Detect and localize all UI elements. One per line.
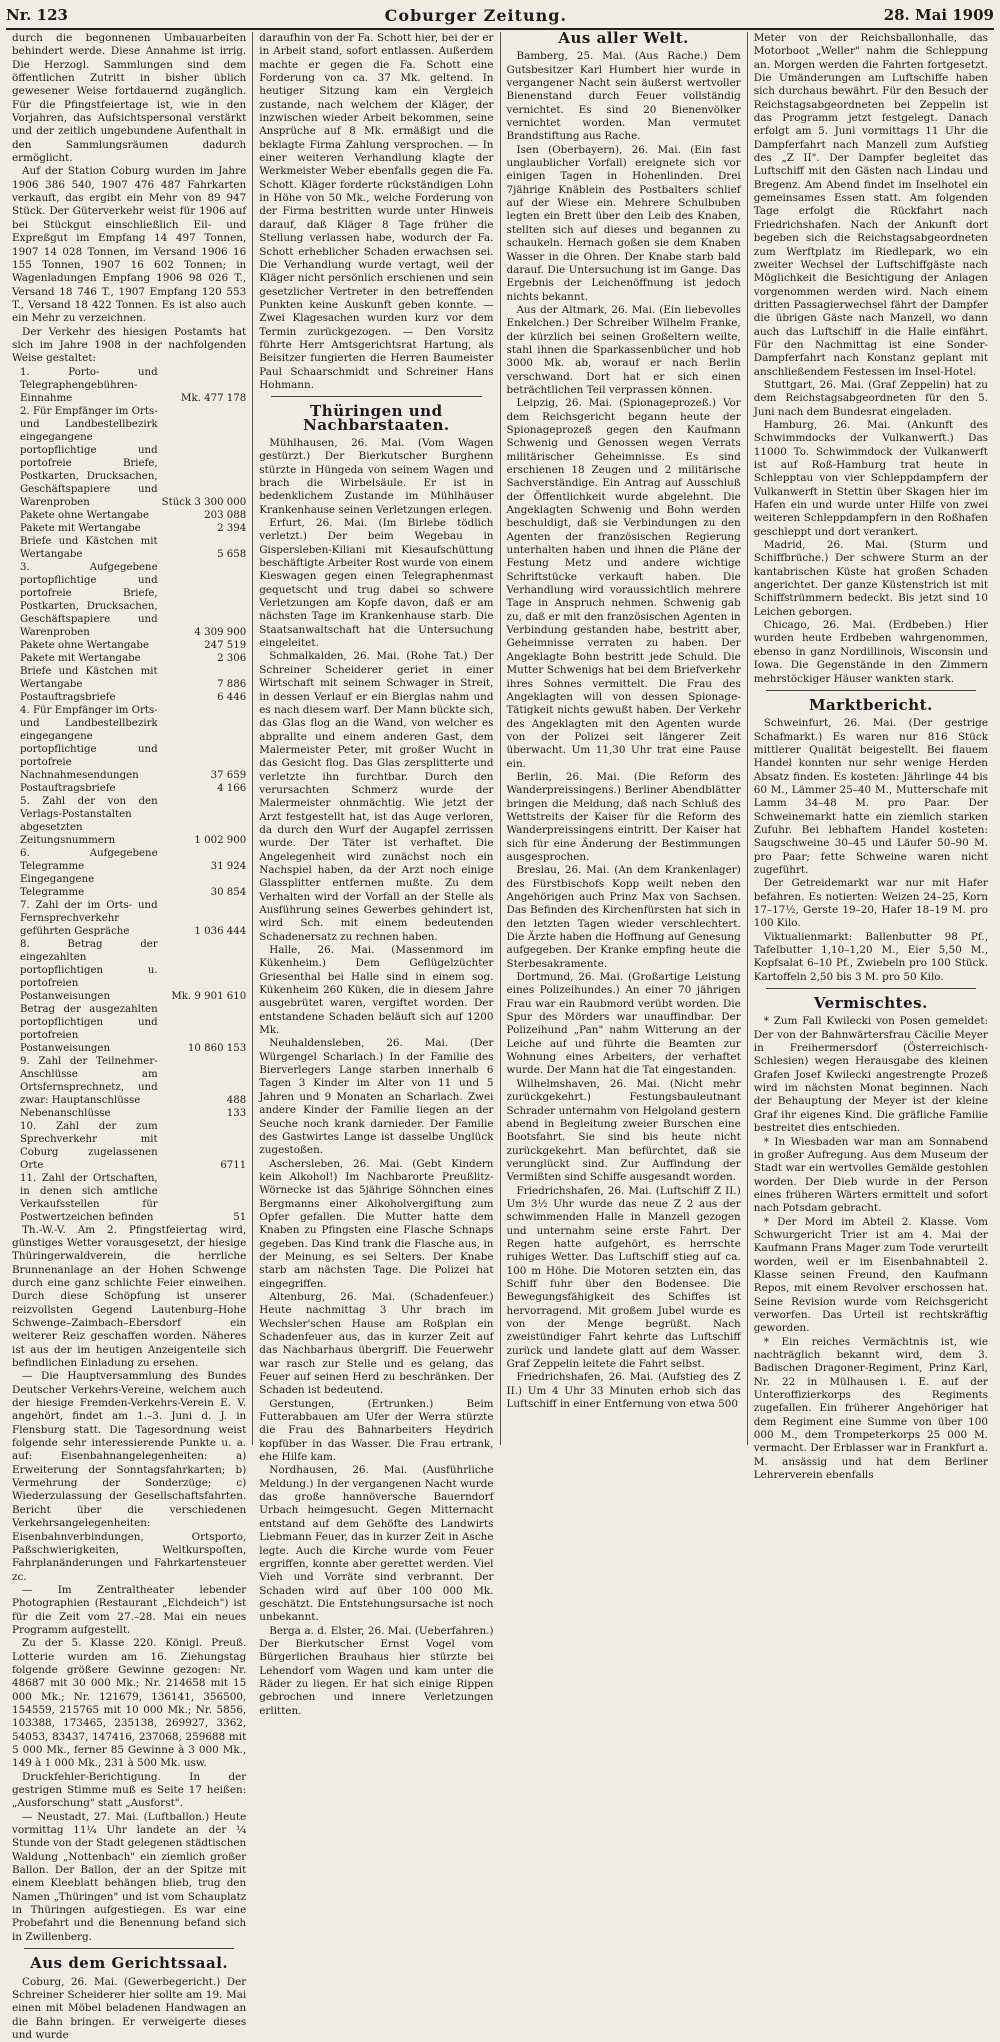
- newspaper-title: Coburger Zeitung.: [385, 6, 567, 25]
- stat-value: 51: [158, 1172, 247, 1224]
- table-row: [12, 873, 246, 899]
- section-heading-aus-aller-welt: Aus aller Welt.: [507, 32, 741, 45]
- section-divider: [271, 396, 481, 397]
- stat-label: Nebenanschlüsse: [12, 1107, 158, 1120]
- table-row: [12, 1055, 246, 1107]
- stat-value: 6 446: [158, 691, 247, 704]
- article-bamberg: Bamberg, 25. Mai. (Aus Rache.) Dem Gutsbesitzer Karl Humbert hier wurde in vergangener Nacht sein äußerst wertvoller Bienenstand durch Feuer vollständig vernichtet. Es sind 20 Bienenvölker vernichtet worden. Man vermutet Brandstiftung aus Rache.: [507, 50, 741, 143]
- table-row: [12, 691, 246, 704]
- stat-label: Pakete mit Wertangabe: [12, 522, 158, 535]
- article-wilhelmshaven: Wilhelmshaven, 26. Mai. (Nicht mehr zurückgekehrt.) Festungsbauleutnant Schrader unternahm von Helgoland gestern abend in Begleitung zweier Burschen eine Bootsfahrt. Sie sind bis heute nicht zurückgekehrt. Man befürchtet, daß sie verunglückt sind. Zur Auffindung der Vermißten sind Schiffe ausgesandt worden.: [507, 1078, 741, 1185]
- stat-label: Eingegangene Telegramme: [12, 873, 158, 899]
- stat-label: Pakete mit Wertangabe: [12, 652, 158, 665]
- stat-label: Briefe und Kästchen mit Wertangabe: [12, 665, 158, 691]
- article-hamburg: Hamburg, 26. Mai. (Ankunft des Schwimmdocks der Vulkanwerft.) Das 11000 To. Schwimmdock der Vulkanwerft ist auf Roß-Hamburg trat heute in Schlepptau von vier Schleppdampfern der Vulkanwerft in Stettin über Skagen hier im Hafen ein und wurde unter Hilfe von zwei weiteren Schleppdampfern in den Roßhafen geschleppt und dort verankert.: [754, 419, 988, 539]
- article-erfurt: Erfurt, 26. Mai. (Im Birlebe tödlich verletzt.) Der beim Wegebau in Gispersleben-Kiliani mit Kiesaufschüttung beschäftigte Arbeiter Rost wurde von einem Kieswagen gegen einen Telegraphenmast gequetscht und trug dabei so schwere Verletzungen am Kopfe davon, daß er am nächsten Tage im Krankenhause starb. Die Staatsanwaltschaft hat die Untersuchung eingeleitet.: [259, 517, 493, 650]
- column-2: [252, 32, 499, 1445]
- stat-value: Mk. 477 178: [158, 366, 247, 405]
- stat-value: 247 519: [158, 639, 247, 652]
- section-divider: [766, 690, 976, 691]
- article-altmark: Aus der Altmark, 26. Mai. (Ein liebevolles Enkelchen.) Der Schreiber Wilhelm Franke, der kürzlich bei seinen Großeltern weilte, stahl ihnen die Sparkassenbücher und hob 3000 Mk. ab, worauf er nach Berlin verschwand. Dort hat er sich einen beträchtlichen Teil verprassen können.: [507, 304, 741, 397]
- table-row: [12, 899, 246, 938]
- article-nordhausen: Nordhausen, 26. Mai. (Ausführliche Meldung.) In der vergangenen Nacht wurde das große hannöversche Bauerndorf Urbach heimgesucht. Gegen Mitternacht entstand auf dem Gehöfte des Landwirts Liebmann Feuer, das in kurzer Zeit in Asche legte. Auch die Kirche wurde vom Feuer ergriffen, konnte aber gerettet werden. Viel Vieh und Vorräte sind verbrannt. Der Schaden wird auf über 100 000 Mk. geschätzt. Die Entstehungsursache ist noch unbekannt.: [259, 1464, 493, 1624]
- stat-label: Pakete ohne Wertangabe: [12, 639, 158, 652]
- table-row: [12, 639, 246, 652]
- table-row: [12, 665, 246, 691]
- article-berlin: Berlin, 26. Mai. (Die Reform des Wanderpreissingens.) Berliner Abendblätter bringen die Meldung, daß nach Schluß des Wettstreits der Kaiser für die Reform des Wanderpreissingens eintritt. Der Kaiser hat sich für eine Änderung der Bestimmungen ausgesprochen.: [507, 771, 741, 864]
- article-verkehrsverein: — Die Hauptversammlung des Bundes Deutscher Verkehrs-Vereine, welchem auch der hiesige Fremden-Verkehrs-Verein E. V. angehört, findet am 1.–3. Juni d. J. in Flensburg statt. Die Tagesordnung weist folgende sehr interessierende Punkte u. a. auf: Eisenbahnangelegenheiten: a) Erweiterung der Sonntagsfahrkarten; b) Vermehrung der Sonderzüge; c) Wiederzulassung der Gesellschaftsfahrten. Bericht über die verschiedenen Verkehrsangelegenheiten: Eisenbahnverbindungen, Ortsporto, Paßschwierigkeiten, Weltkurspoſten, Fahrplanänderungen und Fahrkartensteuer zc.: [12, 1370, 246, 1584]
- section-heading-vermischtes: Vermischtes.: [754, 997, 988, 1010]
- article-stuttgart: Stuttgart, 26. Mai. (Graf Zeppelin) hat zu dem Reichstagsabgeordneten für den 5. Juni nach dem Bundesrat eingeladen.: [754, 379, 988, 419]
- article-text: daraufhin von der Fa. Schott hier, bei der er in Arbeit stand, sofort entlassen. Außerdem machte er gegen die Fa. Schott eine Forderung von ca. 37 Mk. geltend. In heutiger Sitzung kam ein Vergleich zustande, nach welchem der Kläger, der inzwischen wieder Arbeit bekommen, seine Ansprüche auf 8 Mk. ermäßigt und die beklagte Firma Zahlung versprochen. — In einer weiteren Verhandlung klagte der Werkmeister Weber ebenfalls gegen die Fa. Schott. Kläger forderte rückständigen Lohn in Höhe von 50 Mk., welche Forderung von der Firma bestritten wurde unter Hinweis darauf, daß Kläger 8 Tage früher die Stellung verlassen habe, wodurch der Fa. Schott erheblicher Schaden erwachsen sei. Die Verhandlung wurde vertagt, weil der Kläger nicht persönlich erschienen und sein gesetzlicher Vertreter in den betreffenden Punkten keine Auskunft geben konnte. — Zwei Klagesachen wurden kurz vor dem Termin zurückgezogen. — Den Vorsitz führte Herr Amtsgerichtsrat Hartung, als Beisitzer fungierten die Herren Baumeister Paul Schaarschmidt und Schreiner Hans Hohmann.: [259, 32, 493, 392]
- article-gerstungen: Gerstungen, (Ertrunken.) Beim Futterabbauen am Ufer der Werra stürzte die Frau des Bahnarbeiters Heydrich kopfüber in das Wasser. Die Frau ertrank, ehe Hilfe kam.: [259, 1398, 493, 1465]
- article-isen: Isen (Oberbayern), 26. Mai. (Ein fast unglaublicher Vorfall) ereignete sich vor einigen Tagen in Hohenlinden. Drei 7jährige Knäblein des Postbalters schlief auf der Wiese ein. Mehrere Schulbuben legten ein Brett über den Leib des Knaben, stellten sich auf dieses und begannen zu schaukeln. Hernach goßen sie dem Knaben Wasser in die Ohren. Der Knabe starb bald darauf. Die Untersuchung ist im Gange. Das Ergebnis der Leichenöffnung ist jedoch nichts bekannt.: [507, 144, 741, 304]
- stat-label: 9. Zahl der Teilnehmer-Anschlüsse am Ortsfernsprechnetz, und zwar: Hauptanschlüsse: [12, 1055, 158, 1107]
- stat-value: 10 860 153: [158, 1003, 247, 1055]
- article-zentraltheater: — Im Zentraltheater lebender Photographien (Restaurant „Eichdeich") ist für die Zeit vom 27.–28. Mai ein neues Programm aufgestellt.: [12, 1584, 246, 1637]
- stat-value: Mk. 9 901 610: [158, 938, 247, 1003]
- article-breslau: Breslau, 26. Mai. (An dem Krankenlager) des Fürstbischofs Kopp weilt neben den Angehörigen auch Prinz Max von Sachsen. Das Befinden des Kirchenfürsten hat sich in den letzten Tagen wieder verschlechtert. Die Ärzte haben die Hoffnung auf Genesung aufgegeben. Der Kranke empfing heute die Sterbesakramente.: [507, 864, 741, 971]
- stat-label: Postauftragsbriefe: [12, 782, 158, 795]
- stat-value: 31 924: [158, 847, 247, 873]
- stat-label: 2. Für Empfänger im Orts- und Landbestellbezirk eingegangene portopflichtige und portofreie Briefe, Postkarten, Drucksachen, Geschäftspapiere und Warenproben: [12, 405, 158, 509]
- masthead: [6, 2, 994, 30]
- article-text: Meter von der Reichsballonhalle, das Motorboot „Weller" nahm die Schleppung an. Morgen werden die Fahrten fortgesetzt. Die Umänderungen am Luftschiffe haben sich durchaus bewährt. Für den Besuch der Reichstagsabgeordneten bei Zeppelin ist das Programm jetzt festgelegt. Danach erfolgt am 5. Juni vormittags 11 Uhr die Dampferfahrt nach Manzell zum Aufstieg des „Z II". Der Dampfer begleitet das Luftschiff mit den Gästen nach Lindau und Bregenz. Am Abend findet im Inselhotel ein gemeinsames Essen statt. Am folgenden Tage erfolgt die Rückfahrt nach Friedrichshafen. Nach der Ankunft dort begeben sich die Reichstagsabgeordneten zum Werftplatz im Riedlepark, wo ein zweiter Wechsel der Luftschiffgäste nach Möglichkeit die Besichtigung der Anlagen vorgenommen werden wird. Nach einem dritten Passagierwechsel fährt der Dampfer die übrigen Gäste nach Manzell, wo dann auch das Luftschiff in die Halle einfährt. Für den Nachmittag ist eine Sonder-Dampferfahrt nach Konstanz geplant mit anschließendem Festessen im Insel-Hotel.: [754, 32, 988, 379]
- stat-value: 203 088: [158, 509, 247, 522]
- table-row: [12, 938, 246, 1003]
- article-viktualienmarkt: Viktualienmarkt: Ballenbutter 98 Pf., Tafelbutter 1,10–1,20 M., Eier 5,50 M., Kopfsalat 6–10 Pf., Zwiebeln pro 100 Stück. Kartoffeln 2,50 bis 3 M. pro 50 Kilo.: [754, 931, 988, 984]
- column-3: [500, 32, 747, 1445]
- article-halle: Halle, 26. Mai. (Massenmord im Kükenheim.) Dem Geflügelzüchter Griesenthal bei Halle sind in einem sog. Kükenheim 260 Küken, die in diesem Jahre ausgebrütet waren, vergiftet worden. Der entstandene Schaden beläuft sich auf 1200 Mk.: [259, 944, 493, 1037]
- article-neuhaldensleben: Neuhaldensleben, 26. Mai. (Der Würgengel Scharlach.) In der Familie des Bierverlegers Lange starben innerhalb 6 Tagen 3 Kinder im Alter von 11 und 5 Jahren und 9 Monaten an Scharlach. Zwei andere Kinder der Familie liegen an der Seuche noch krank darnieder. Der Familie des Gastwirtes Lange ist dasselbe Unglück zugestoßen.: [259, 1037, 493, 1157]
- stat-label: 10. Zahl der zum Sprechverkehr mit Coburg zugelassenen Orte: [12, 1120, 158, 1172]
- stat-value: 30 854: [158, 873, 247, 899]
- stat-value: 133: [158, 1107, 247, 1120]
- table-row: [12, 652, 246, 665]
- table-row: [12, 795, 246, 847]
- column-4: [747, 32, 994, 1445]
- article-gewerbegericht: Coburg, 26. Mai. (Gewerbegericht.) Der Schreiner Scheiderer hier sollte am 19. Mai einen mit Möbel beladenen Handwagen an die Bahn bringen. Er verweigerte dieses und wurde: [12, 1976, 246, 2042]
- article-druckfehler: Druckfehler-Berichtigung. In der gestrigen Stimme muß es Seite 17 heißen: „Ausforschung" statt „Ausforst".: [12, 1771, 246, 1811]
- issue-date: 28. Mai 1909: [884, 6, 994, 24]
- article-aschersleben: Aschersleben, 26. Mai. (Gebt Kindern kein Alkohol!) Im Nachbarorte Preußlitz-Wörnecke ist das 5jährige Söhnchen eines Bergmanns einer Alkoholvergiftung zum Opfer gefallen. Die Mutter hatte dem Knaben zu Pfingsten eine Flasche Schnaps gegeben. Das Kind trank die Flasche aus, in der Meinung, es sei Selters. Der Knabe starb am nächsten Tage. Die Polizei hat eingegriffen.: [259, 1158, 493, 1291]
- table-row: [12, 366, 246, 405]
- stat-value: 37 659: [158, 704, 247, 782]
- article-berga: Berga a. d. Elster, 26. Mai. (Ueberfahren.) Der Bierkutscher Ernst Vogel vom Bürgerlichen Brauhaus hier stürzte bei Lehendorf vom Wagen und kam unter die Räder zu liegen. Er hat sich einige Rippen gebrochen und innere Verletzungen erlitten.: [259, 1625, 493, 1718]
- stat-label: Pakete ohne Wertangabe: [12, 509, 158, 522]
- stat-value: 2 394: [158, 522, 247, 535]
- stat-value: 2 306: [158, 652, 247, 665]
- section-divider: [24, 1948, 234, 1949]
- article-chicago: Chicago, 26. Mai. (Erdbeben.) Hier wurden heute Erdbeben wahrgenommen, ebenso in ganz Nordillinois, Wisconsin und Iowa. Die Gegenstände in den Zimmern mehrstöckiger Häuser wankten stark.: [754, 619, 988, 686]
- stat-value: 4 309 900: [158, 561, 247, 639]
- stat-value: 7 886: [158, 665, 247, 691]
- article-thw: Th.-W.-V. Am 2. Pfingstfeiertag wird, günstiges Wetter vorausgesetzt, der hiesige Thüringerwaldverein, die herrliche Brunnenanlage an der Hohen Schwenge durch eine ganz schlichte Feier einweihen. Durch diese Schöpfung ist unserer reizvollsten Gegend Lautenburg–Hohe Schwenge–Zaimbach–Ebersdorf ein weiterer Reiz geschaffen worden. Näheres ist aus der im heutigen Anzeigenteile sich befindlichen Einladung zu ersehen.: [12, 1224, 246, 1371]
- article-luftballon: — Neustadt, 27. Mai. (Luftballon.) Heute vormittag 11¼ Uhr landete an der ¼ Stunde von der Stadt gelegenen städtischen Waldung „Nottenbach" ein ziemlich großer Ballon. Der Ballon, der an der Spitze mit einem Kleeblatt behängen blieb, trug den Namen „Thüringen" und ist vom Schauplatz in Thüringen aufgestiegen. Es war eine Probefahrt und die Benennung befand sich in Zwillenberg.: [12, 1811, 246, 1944]
- article-muehlhausen: Mühlhausen, 26. Mai. (Vom Wagen gestürzt.) Der Bierkutscher Burghenn stürzte in Hüngeda von seinem Wagen und brach die Wirbelsäule. Er ist in bedenklichem Zustande im Mühlhäuser Krankenhause seinen Verletzungen erlegen.: [259, 437, 493, 517]
- stat-value: 5 658: [158, 535, 247, 561]
- article-vermaechtnis: * Ein reiches Vermächtnis ist, wie nachträglich bekannt wird, dem 3. Badischen Dragoner-Regiment, Prinz Karl, Nr. 22 in Mülhausen i. E. auf der Unteroffizierkorps des Regiments zugefallen. Ein früherer Angehöriger hat dem Regiment eine Summe von über 100 000 M., dem Trompeterkorps 25 000 M. vermacht. Der Erblasser war in Frankfurt a. M. ansässig und hat dem Berliner Lehrerverein ebenfalls: [754, 1336, 988, 1483]
- stat-value: 488: [158, 1055, 247, 1107]
- article-wiesbaden: * In Wiesbaden war man am Sonnabend in großer Aufregung. Aus dem Museum der Stadt war ein wertvolles Gemälde gestohlen worden. Der Dieb wurde in der Person eines früheren Wärters ermittelt und sofort nach Potsdam gebracht.: [754, 1136, 988, 1216]
- table-row: [12, 847, 246, 873]
- section-heading-marktbericht: Marktbericht.: [754, 699, 988, 712]
- table-row: [12, 1120, 246, 1172]
- stat-value: 6711: [158, 1120, 247, 1172]
- stat-label: 5. Zahl der von den Verlags-Postanstalten abgesetzten Zeitungsnummern: [12, 795, 158, 847]
- table-row: [12, 782, 246, 795]
- table-row: [12, 1003, 246, 1055]
- stat-label: 7. Zahl der im Orts- und Fernsprechverkehr geführten Gespräche: [12, 899, 158, 938]
- article-madrid: Madrid, 26. Mai. (Sturm und Schiffbrüche.) Der schwere Sturm an der kantabrischen Küste hat großen Schaden angerichtet. Der ganze Küstenstrich ist mit Schiffstrümmern bedeckt. Bis jetzt sind 10 Leichen geborgen.: [754, 539, 988, 619]
- article-altenburg: Altenburg, 26. Mai. (Schadenfeuer.) Heute nachmittag 3 Uhr brach im Wechsler'schen Hause am Roßplan ein Schadenfeuer aus, das in kurzer Zeit auf das Nachbarhaus übergriff. Die Feuerwehr war rasch zur Stelle und es gelang, das Feuer auf seinen Herd zu beschränken. Der Schaden ist bedeutend.: [259, 1291, 493, 1398]
- article-station-coburg: Auf der Station Coburg wurden im Jahre 1906 386 540, 1907 476 487 Fahrkarten verkauft, das ergibt ein Mehr von 89 947 Stück. Der Güterverkehr weist für 1906 auf bei Stückgut einschließlich Eil- und Expreßgut im Empfang 14 497 Tonnen, 1907 14 028 Tonnen, im Versand 1906 16 155 Tonnen, 1907 16 602 Tonnen; in Wagenladungen Empfang 1906 98 026 T., Versand 18 746 T., 1907 Empfang 120 553 T., Versand 18 422 Tonnen. Es ist also auch ein Mehr zu verzeichnen.: [12, 165, 246, 325]
- section-heading-gerichtssaal: Aus dem Gerichtssaal.: [12, 1957, 246, 1970]
- article-getreidemarkt: Der Getreidemarkt war nur mit Hafer befahren. Es notierten: Weizen 24–25, Korn 17–17½, Gerste 19–20, Hafer 18–19 M. pro 100 Kilo.: [754, 877, 988, 930]
- stat-value: 1 036 444: [158, 899, 247, 938]
- article-friedrichshafen-2: Friedrichshafen, 26. Mai. (Aufstieg des Z II.) Um 4 Uhr 33 Minuten erhob sich das Luftschiff in einer Entfernung von etwa 500: [507, 1371, 741, 1411]
- table-row: [12, 1172, 246, 1224]
- stat-label: 3. Aufgegebene portopflichtige und portofreie Briefe, Postkarten, Drucksachen, Geschäftspapiere und Warenproben: [12, 561, 158, 639]
- stat-label: Postauftragsbriefe: [12, 691, 158, 704]
- table-row: [12, 535, 246, 561]
- stat-label: 11. Zahl der Ortschaften, in denen sich amtliche Verkaufsstellen für Postwertzeichen befinden: [12, 1172, 158, 1224]
- table-row: [12, 704, 246, 782]
- table-row: [12, 561, 246, 639]
- table-row: [12, 405, 246, 509]
- post-statistics-table: [12, 366, 246, 1224]
- columns: [6, 32, 994, 1445]
- table-row: [12, 1107, 246, 1120]
- stat-value: Stück 3 300 000: [158, 405, 247, 509]
- section-heading-thueringen: Thüringen und Nachbarstaaten.: [259, 405, 493, 432]
- stat-label: 8. Betrag der eingezahlten portopflichtigen u. portofreien Postanweisungen: [12, 938, 158, 1003]
- table-row: [12, 509, 246, 522]
- article-schweinfurt: Schweinfurt, 26. Mai. (Der gestrige Schafmarkt.) Es waren nur 816 Stück mittlerer Qualität beigestellt. Bei flauem Handel konnten nur sehr wenige Herden Absatz finden. Es kosteten: Jährlinge 44 bis 60 M., Lämmer 25–40 M., Mutterschafe mit Lamm 34–48 M. pro Paar. Der Schweinemarkt hatte ein ziemlich starken Zufuhr. Bei lebhaftem Handel kosteten: Saugschweine 30–45 und Läufer 50–90 M. pro Paar; fette Schweine waren nicht zugeführt.: [754, 717, 988, 877]
- stat-label: 6. Aufgegebene Telegramme: [12, 847, 158, 873]
- section-divider: [766, 988, 976, 989]
- article-text: durch die begonnenen Umbauarbeiten behindert werde. Diese Annahme ist irrig. Die Herzogl. Sammlungen sind dem öffentlichen Zutritt in bisher üblich gewesener Weise fortdauernd zugänglich. Für die Pfingstfeiertage ist, wie in den Vorjahren, das Aufsichtspersonal verstärkt und der zeitlich ungebundene Aufenthalt in den Sammlungsräumen dadurch ermöglicht.: [12, 32, 246, 165]
- article-mord-abteil: * Der Mord im Abteil 2. Klasse. Vom Schwurgericht Trier ist am 4. Mai der Kaufmann Frans Mager zum Tode verurteilt worden, weil er im Eisenbahnabteil 2. Klasse seinen Freund, den Kaufmann Repos, mit einem Revolver erschossen hat. Seine Revision wurde vom Reichsgericht verworfen. Das Urteil ist rechtskräftig geworden.: [754, 1216, 988, 1336]
- article-kwilecki: * Zum Fall Kwilecki von Posen gemeldet: Der von der Bahnwärtersfrau Cäcilie Meyer in Freihermersdorf (Österreichisch-Schlesien) wegen Herausgabe des kleinen Grafen Josef Kwilecki angestrengte Prozeß wird im nächsten Monat beginnen. Nach der Behauptung der Meyer ist der kleine Graf ihr eigenes Kind. Die gräfliche Familie bestreitet dies entschieden.: [754, 1015, 988, 1135]
- stat-value: 4 166: [158, 782, 247, 795]
- stat-label: Betrag der ausgezahlten portopflichtigen und portofreien Postanweisungen: [12, 1003, 158, 1055]
- issue-number: Nr. 123: [6, 6, 68, 24]
- stat-label: 4. Für Empfänger im Orts- und Landbestellbezirk eingegangene portopflichtige und portofreie Nachnahmesendungen: [12, 704, 158, 782]
- article-post-intro: Der Verkehr des hiesigen Postamts hat sich im Jahre 1908 in der nachfolgenden Weise gestaltet:: [12, 326, 246, 366]
- article-schmalkalden: Schmalkalden, 26. Mai. (Rohe Tat.) Der Schreiner Scheiderer geriet in einer Wirtschaft mit seinem Schwager in Streit, in dessen Verlauf er ein Bierglas nahm und es nach diesem warf. Der Mann bückte sich, das Glas flog an die Wand, von welcher es abprallte und einem anderen Gast, dem Malermeister Peter, mit großer Wucht in das Gesicht flog. Das Glas zersplitterte und verletzte ihn furchtbar. Durch den verursachten Schmerz wurde der Malermeister ohnmächtig. Wie jetzt der Arzt festgestellt hat, ist das Auge verloren, da durch den Wurf der Augapfel zerrissen wurde. Der Täter ist verhaftet. Die Angelegenheit wird zunächst noch ein Nachspiel haben, da der Arzt noch einige Glassplitter entfernen mußte. Zu dem Verhalten wird der Vorfall an der Stelle als Ausführung seines Gewerbes gehindert ist, wird Sch. mit einem bedeutenden Schadenersatz zu rechnen haben.: [259, 650, 493, 944]
- article-leipzig: Leipzig, 26. Mai. (Spionageprozeß.) Vor dem Reichsgericht begann heute der Spionageprozeß gegen den Kaufmann Schwenig und Genossen wegen Verrats militärischer Geheimnisse. Es sind erschienen 18 Zeugen und 2 militärische Sachverständige. Ein Antrag auf Ausschluß der Öffentlichkeit wurde abgelehnt. Die Angeklagten Schwenig und Bohn werden beschuldigt, daß sie Verbindungen zu den Agenten der französischen Regierung unterhalten haben und ihnen die Pläne der Festung Metz und andere wichtige Schriftstücke verkauft haben. Die Verhandlung wird voraussichtlich mehrere Tage in Anspruch nehmen. Schwenig gab zu, daß er mit den französischen Agenten in Verbindung gestanden habe, bestritt aber, Geheimnisse verraten zu haben. Der Angeklagte Bohn bestritt jede Schuld. Die Mutter Schwenigs hat bei dem Briefverkehr ihres Sohnes vermittelt. Die Frau des Angeklagten will von dessen Spionage-Tätigkeit nichts gewußt haben. Der Verkehr des Angeklagten mit den Agenten wurde von der Polizei seit längerer Zeit überwacht. Um 11,30 Uhr trat eine Pause ein.: [507, 397, 741, 771]
- article-lotterie: Zu der 5. Klasse 220. Königl. Preuß. Lotterie wurden am 16. Ziehungstag folgende größere Gewinne gezogen: Nr. 48687 mit 30 000 Mk.; Nr. 214658 mit 15 000 Mk.; Nr. 121679, 136141, 356500, 154559, 215765 mit 10 000 Mk.; Nr. 5856, 103388, 173465, 235138, 269927, 3362, 54053, 83437, 147416, 237068, 259688 mit 5 000 Mk., ferner 85 Gewinne à 3 000 Mk., 149 à 1 000 Mk., 231 à 500 Mk. usw.: [12, 1637, 246, 1770]
- stat-value: 1 002 900: [158, 795, 247, 847]
- stat-label: Briefe und Kästchen mit Wertangabe: [12, 535, 158, 561]
- article-friedrichshafen: Friedrichshafen, 26. Mai. (Luftschiff Z II.) Um 3½ Uhr wurde das neue Z 2 aus der schwimmenden Halle in Manzell gezogen und unternahm seine erste Fahrt. Der Regen hatte aufgehört, es herrschte ruhiges Wetter. Das Luftschiff stieg auf ca. 100 m Höhe. Die Motoren setzten ein, das Schiff fuhr über den Bodensee. Die Bewegungsfähigkeit des Schiffes ist hervorragend. Mit großem Jubel wurde es von der Menge begrüßt. Nach zweistündiger Fahrt kehrte das Luftschiff zurück und landete glatt auf dem Wasser. Graf Zeppelin leitete die Fahrt selbst.: [507, 1185, 741, 1372]
- table-row: [12, 522, 246, 535]
- column-1: [6, 32, 252, 1445]
- stat-label: 1. Porto- und Telegraphengebühren-Einnahme: [12, 366, 158, 405]
- article-dortmund: Dortmund, 26. Mai. (Großartige Leistung eines Polizeihundes.) An einer 70 jährigen Frau war ein Raubmord verübt worden. Die Spur des Mörders war unauffindbar. Der Polizeihund „Pan" nahm Witterung an der Leiche auf und führte die Beamten zur Wohnung eines Arbeiters, der verhaftet wurde. Der Mann hat die Tat eingestanden.: [507, 971, 741, 1078]
